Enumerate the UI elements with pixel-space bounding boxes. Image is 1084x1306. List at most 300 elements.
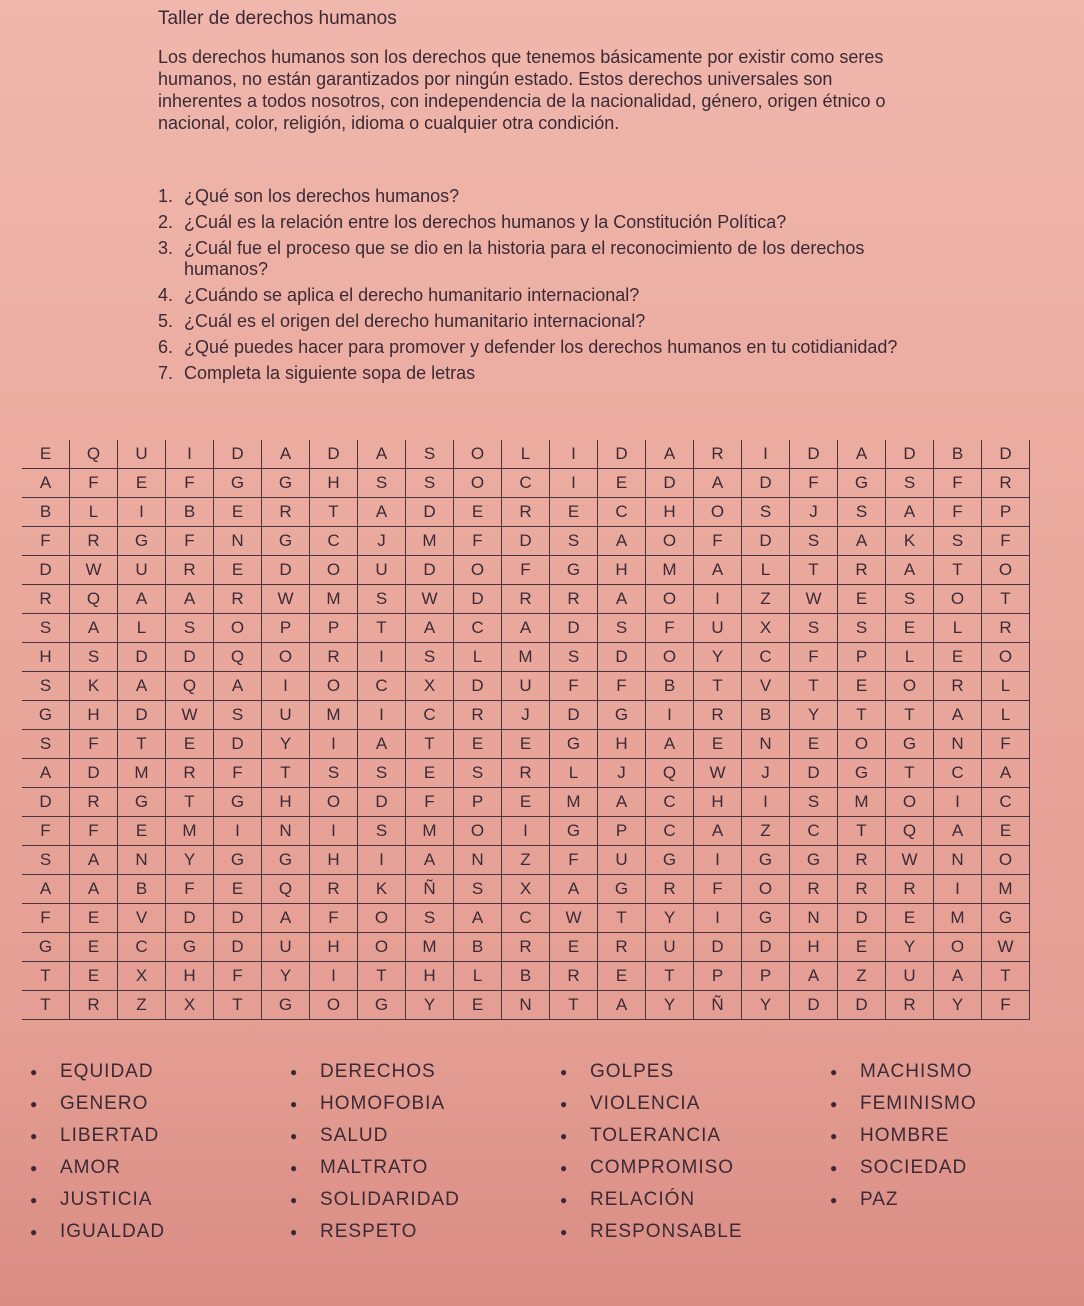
grid-cell[interactable]: E — [790, 730, 838, 759]
grid-cell[interactable]: O — [214, 614, 262, 643]
grid-cell[interactable]: G — [598, 701, 646, 730]
grid-cell[interactable]: E — [454, 991, 502, 1020]
grid-cell[interactable]: F — [214, 962, 262, 991]
grid-cell[interactable]: T — [262, 759, 310, 788]
grid-cell[interactable]: E — [22, 440, 70, 469]
grid-cell[interactable]: F — [166, 875, 214, 904]
grid-cell[interactable]: F — [406, 788, 454, 817]
grid-cell[interactable]: S — [22, 730, 70, 759]
grid-cell[interactable]: W — [982, 933, 1030, 962]
grid-cell[interactable]: R — [22, 585, 70, 614]
grid-cell[interactable]: C — [118, 933, 166, 962]
grid-cell[interactable]: H — [646, 498, 694, 527]
grid-cell[interactable]: B — [22, 498, 70, 527]
grid-cell[interactable]: E — [214, 875, 262, 904]
grid-cell[interactable]: S — [358, 469, 406, 498]
grid-cell[interactable]: U — [262, 933, 310, 962]
grid-cell[interactable]: W — [406, 585, 454, 614]
grid-cell[interactable]: Z — [742, 585, 790, 614]
grid-cell[interactable]: N — [262, 817, 310, 846]
grid-cell[interactable]: E — [454, 730, 502, 759]
grid-cell[interactable]: O — [454, 440, 502, 469]
grid-cell[interactable]: E — [70, 962, 118, 991]
grid-cell[interactable]: H — [406, 962, 454, 991]
grid-cell[interactable]: J — [502, 701, 550, 730]
grid-cell[interactable]: K — [886, 527, 934, 556]
grid-cell[interactable]: T — [886, 759, 934, 788]
grid-cell[interactable]: R — [838, 875, 886, 904]
grid-cell[interactable]: J — [790, 498, 838, 527]
grid-cell[interactable]: G — [550, 817, 598, 846]
grid-cell[interactable]: A — [934, 701, 982, 730]
grid-cell[interactable]: A — [262, 904, 310, 933]
grid-cell[interactable]: O — [886, 672, 934, 701]
grid-cell[interactable]: I — [214, 817, 262, 846]
grid-cell[interactable]: E — [406, 759, 454, 788]
grid-cell[interactable]: D — [454, 672, 502, 701]
grid-cell[interactable]: T — [358, 614, 406, 643]
grid-cell[interactable]: R — [982, 614, 1030, 643]
grid-cell[interactable]: M — [406, 817, 454, 846]
grid-cell[interactable]: G — [22, 701, 70, 730]
grid-cell[interactable]: F — [790, 643, 838, 672]
grid-cell[interactable]: E — [598, 469, 646, 498]
grid-cell[interactable]: E — [166, 730, 214, 759]
grid-cell[interactable]: D — [550, 701, 598, 730]
grid-cell[interactable]: R — [694, 440, 742, 469]
grid-cell[interactable]: E — [550, 933, 598, 962]
grid-cell[interactable]: I — [358, 643, 406, 672]
grid-cell[interactable]: O — [454, 556, 502, 585]
grid-cell[interactable]: A — [790, 962, 838, 991]
grid-cell[interactable]: I — [694, 904, 742, 933]
grid-cell[interactable]: X — [166, 991, 214, 1020]
grid-cell[interactable]: I — [310, 962, 358, 991]
grid-cell[interactable]: T — [886, 701, 934, 730]
grid-cell[interactable]: A — [70, 846, 118, 875]
grid-cell[interactable]: O — [310, 672, 358, 701]
grid-cell[interactable]: P — [262, 614, 310, 643]
grid-cell[interactable]: M — [166, 817, 214, 846]
grid-cell[interactable]: D — [838, 991, 886, 1020]
grid-cell[interactable]: G — [742, 904, 790, 933]
grid-cell[interactable]: G — [214, 788, 262, 817]
grid-cell[interactable]: A — [406, 846, 454, 875]
grid-cell[interactable]: H — [310, 933, 358, 962]
grid-cell[interactable]: A — [454, 904, 502, 933]
grid-cell[interactable]: U — [358, 556, 406, 585]
grid-cell[interactable]: B — [502, 962, 550, 991]
grid-cell[interactable]: L — [454, 643, 502, 672]
grid-cell[interactable]: I — [310, 817, 358, 846]
grid-cell[interactable]: M — [502, 643, 550, 672]
grid-cell[interactable]: A — [934, 817, 982, 846]
grid-cell[interactable]: S — [358, 817, 406, 846]
grid-cell[interactable]: F — [454, 527, 502, 556]
grid-cell[interactable]: A — [598, 527, 646, 556]
grid-cell[interactable]: O — [454, 469, 502, 498]
grid-cell[interactable]: B — [646, 672, 694, 701]
grid-cell[interactable]: P — [694, 962, 742, 991]
grid-cell[interactable]: E — [886, 904, 934, 933]
grid-cell[interactable]: B — [742, 701, 790, 730]
grid-cell[interactable]: W — [550, 904, 598, 933]
grid-cell[interactable]: U — [886, 962, 934, 991]
grid-cell[interactable]: O — [742, 875, 790, 904]
grid-cell[interactable]: N — [934, 730, 982, 759]
grid-cell[interactable]: F — [70, 730, 118, 759]
grid-cell[interactable]: G — [742, 846, 790, 875]
grid-cell[interactable]: C — [502, 469, 550, 498]
grid-cell[interactable]: I — [742, 788, 790, 817]
grid-cell[interactable]: T — [598, 904, 646, 933]
grid-cell[interactable]: E — [70, 933, 118, 962]
grid-cell[interactable]: S — [886, 585, 934, 614]
grid-cell[interactable]: A — [358, 498, 406, 527]
grid-cell[interactable]: S — [454, 875, 502, 904]
grid-cell[interactable]: R — [166, 556, 214, 585]
grid-cell[interactable]: R — [646, 875, 694, 904]
grid-cell[interactable]: B — [166, 498, 214, 527]
grid-cell[interactable]: F — [982, 991, 1030, 1020]
grid-cell[interactable]: R — [598, 933, 646, 962]
grid-cell[interactable]: D — [982, 440, 1030, 469]
grid-cell[interactable]: O — [934, 585, 982, 614]
grid-cell[interactable]: D — [70, 759, 118, 788]
grid-cell[interactable]: F — [694, 875, 742, 904]
grid-cell[interactable]: A — [262, 440, 310, 469]
grid-cell[interactable]: R — [502, 585, 550, 614]
grid-cell[interactable]: E — [838, 585, 886, 614]
grid-cell[interactable]: M — [406, 527, 454, 556]
grid-cell[interactable]: S — [454, 759, 502, 788]
grid-cell[interactable]: T — [22, 991, 70, 1020]
grid-cell[interactable]: S — [886, 469, 934, 498]
grid-cell[interactable]: S — [358, 759, 406, 788]
grid-cell[interactable]: F — [694, 527, 742, 556]
grid-cell[interactable]: L — [982, 672, 1030, 701]
grid-cell[interactable]: Y — [406, 991, 454, 1020]
grid-cell[interactable]: Y — [742, 991, 790, 1020]
grid-cell[interactable]: C — [502, 904, 550, 933]
grid-cell[interactable]: F — [166, 527, 214, 556]
grid-cell[interactable]: T — [22, 962, 70, 991]
grid-cell[interactable]: C — [934, 759, 982, 788]
grid-cell[interactable]: L — [742, 556, 790, 585]
grid-cell[interactable]: D — [790, 440, 838, 469]
grid-cell[interactable]: E — [70, 904, 118, 933]
grid-cell[interactable]: O — [646, 527, 694, 556]
grid-cell[interactable]: R — [790, 875, 838, 904]
grid-cell[interactable]: I — [166, 440, 214, 469]
grid-cell[interactable]: I — [550, 440, 598, 469]
grid-cell[interactable]: F — [22, 527, 70, 556]
grid-cell[interactable]: M — [406, 933, 454, 962]
grid-cell[interactable]: A — [70, 875, 118, 904]
grid-cell[interactable]: M — [118, 759, 166, 788]
grid-cell[interactable]: T — [646, 962, 694, 991]
grid-cell[interactable]: R — [886, 875, 934, 904]
grid-cell[interactable]: F — [22, 817, 70, 846]
grid-cell[interactable]: T — [982, 962, 1030, 991]
grid-cell[interactable]: A — [598, 991, 646, 1020]
grid-cell[interactable]: B — [934, 440, 982, 469]
grid-cell[interactable]: Z — [742, 817, 790, 846]
grid-cell[interactable]: Y — [166, 846, 214, 875]
grid-cell[interactable]: N — [118, 846, 166, 875]
grid-cell[interactable]: G — [550, 730, 598, 759]
grid-cell[interactable]: P — [310, 614, 358, 643]
grid-cell[interactable]: P — [598, 817, 646, 846]
grid-cell[interactable]: G — [646, 846, 694, 875]
grid-cell[interactable]: X — [502, 875, 550, 904]
grid-cell[interactable]: L — [550, 759, 598, 788]
grid-cell[interactable]: H — [70, 701, 118, 730]
grid-cell[interactable]: D — [790, 759, 838, 788]
grid-cell[interactable]: I — [262, 672, 310, 701]
grid-cell[interactable]: A — [934, 962, 982, 991]
grid-cell[interactable]: F — [22, 904, 70, 933]
grid-cell[interactable]: L — [454, 962, 502, 991]
grid-cell[interactable]: A — [982, 759, 1030, 788]
grid-cell[interactable]: I — [502, 817, 550, 846]
grid-cell[interactable]: I — [694, 846, 742, 875]
grid-cell[interactable]: E — [214, 556, 262, 585]
grid-cell[interactable]: G — [982, 904, 1030, 933]
grid-cell[interactable]: N — [214, 527, 262, 556]
grid-cell[interactable]: A — [550, 875, 598, 904]
grid-cell[interactable]: X — [118, 962, 166, 991]
grid-cell[interactable]: T — [406, 730, 454, 759]
grid-cell[interactable]: E — [886, 614, 934, 643]
grid-cell[interactable]: O — [838, 730, 886, 759]
grid-cell[interactable]: R — [694, 701, 742, 730]
grid-cell[interactable]: T — [118, 730, 166, 759]
grid-cell[interactable]: M — [310, 585, 358, 614]
grid-cell[interactable]: T — [166, 788, 214, 817]
grid-cell[interactable]: Y — [790, 701, 838, 730]
grid-cell[interactable]: O — [982, 643, 1030, 672]
grid-cell[interactable]: Q — [886, 817, 934, 846]
grid-cell[interactable]: D — [550, 614, 598, 643]
grid-cell[interactable]: F — [934, 498, 982, 527]
grid-cell[interactable]: S — [790, 788, 838, 817]
grid-cell[interactable]: F — [214, 759, 262, 788]
grid-cell[interactable]: W — [166, 701, 214, 730]
grid-cell[interactable]: P — [454, 788, 502, 817]
grid-cell[interactable]: D — [646, 469, 694, 498]
grid-cell[interactable]: D — [598, 643, 646, 672]
grid-cell[interactable]: S — [598, 614, 646, 643]
grid-cell[interactable]: A — [598, 788, 646, 817]
grid-cell[interactable]: S — [406, 904, 454, 933]
grid-cell[interactable]: W — [886, 846, 934, 875]
grid-cell[interactable]: T — [550, 991, 598, 1020]
grid-cell[interactable]: S — [838, 614, 886, 643]
grid-cell[interactable]: I — [118, 498, 166, 527]
grid-cell[interactable]: A — [646, 440, 694, 469]
grid-cell[interactable]: E — [982, 817, 1030, 846]
grid-cell[interactable]: R — [310, 875, 358, 904]
grid-cell[interactable]: S — [70, 643, 118, 672]
grid-cell[interactable]: L — [70, 498, 118, 527]
grid-cell[interactable]: F — [982, 527, 1030, 556]
grid-cell[interactable]: O — [646, 643, 694, 672]
grid-cell[interactable]: I — [358, 701, 406, 730]
grid-cell[interactable]: E — [454, 498, 502, 527]
grid-cell[interactable]: G — [886, 730, 934, 759]
grid-cell[interactable]: A — [646, 730, 694, 759]
grid-cell[interactable]: Y — [694, 643, 742, 672]
grid-cell[interactable]: A — [838, 527, 886, 556]
grid-cell[interactable]: T — [358, 962, 406, 991]
grid-cell[interactable]: C — [646, 817, 694, 846]
grid-cell[interactable]: S — [790, 614, 838, 643]
grid-cell[interactable]: I — [550, 469, 598, 498]
grid-cell[interactable]: D — [22, 556, 70, 585]
grid-cell[interactable]: T — [694, 672, 742, 701]
grid-cell[interactable]: A — [22, 759, 70, 788]
grid-cell[interactable]: D — [742, 527, 790, 556]
grid-cell[interactable]: Y — [262, 962, 310, 991]
grid-cell[interactable]: H — [166, 962, 214, 991]
grid-cell[interactable]: R — [886, 991, 934, 1020]
grid-cell[interactable]: D — [118, 701, 166, 730]
grid-cell[interactable]: Z — [838, 962, 886, 991]
grid-cell[interactable]: E — [118, 817, 166, 846]
grid-cell[interactable]: P — [982, 498, 1030, 527]
grid-cell[interactable]: A — [22, 875, 70, 904]
grid-cell[interactable]: S — [358, 585, 406, 614]
grid-cell[interactable]: C — [982, 788, 1030, 817]
grid-cell[interactable]: F — [70, 817, 118, 846]
grid-cell[interactable]: Q — [70, 585, 118, 614]
grid-cell[interactable]: F — [790, 469, 838, 498]
grid-cell[interactable]: G — [790, 846, 838, 875]
grid-cell[interactable]: B — [118, 875, 166, 904]
grid-cell[interactable]: I — [358, 846, 406, 875]
grid-cell[interactable]: I — [646, 701, 694, 730]
grid-cell[interactable]: F — [646, 614, 694, 643]
grid-cell[interactable]: Ñ — [406, 875, 454, 904]
grid-cell[interactable]: L — [118, 614, 166, 643]
grid-cell[interactable]: G — [118, 788, 166, 817]
grid-cell[interactable]: R — [838, 556, 886, 585]
grid-cell[interactable]: G — [118, 527, 166, 556]
grid-cell[interactable]: O — [934, 933, 982, 962]
grid-cell[interactable]: O — [454, 817, 502, 846]
grid-cell[interactable]: D — [262, 556, 310, 585]
grid-cell[interactable]: Z — [118, 991, 166, 1020]
grid-cell[interactable]: O — [982, 846, 1030, 875]
grid-cell[interactable]: W — [70, 556, 118, 585]
grid-cell[interactable]: U — [598, 846, 646, 875]
grid-cell[interactable]: R — [982, 469, 1030, 498]
grid-cell[interactable]: H — [694, 788, 742, 817]
grid-cell[interactable]: G — [262, 991, 310, 1020]
grid-cell[interactable]: X — [406, 672, 454, 701]
grid-cell[interactable]: S — [406, 643, 454, 672]
grid-cell[interactable]: H — [598, 556, 646, 585]
grid-cell[interactable]: E — [550, 498, 598, 527]
grid-cell[interactable]: H — [598, 730, 646, 759]
grid-cell[interactable]: K — [358, 875, 406, 904]
grid-cell[interactable]: E — [118, 469, 166, 498]
grid-cell[interactable]: W — [262, 585, 310, 614]
grid-cell[interactable]: D — [454, 585, 502, 614]
grid-cell[interactable]: Y — [934, 991, 982, 1020]
grid-cell[interactable]: T — [310, 498, 358, 527]
grid-cell[interactable]: D — [598, 440, 646, 469]
grid-cell[interactable]: G — [262, 527, 310, 556]
grid-cell[interactable]: G — [838, 469, 886, 498]
grid-cell[interactable]: T — [934, 556, 982, 585]
grid-cell[interactable]: H — [310, 469, 358, 498]
grid-cell[interactable]: V — [742, 672, 790, 701]
grid-cell[interactable]: X — [742, 614, 790, 643]
grid-cell[interactable]: A — [886, 498, 934, 527]
grid-cell[interactable]: M — [550, 788, 598, 817]
grid-cell[interactable]: S — [166, 614, 214, 643]
grid-cell[interactable]: Q — [166, 672, 214, 701]
grid-cell[interactable]: U — [118, 440, 166, 469]
grid-cell[interactable]: D — [838, 904, 886, 933]
grid-cell[interactable]: R — [262, 498, 310, 527]
grid-cell[interactable]: A — [118, 585, 166, 614]
grid-cell[interactable]: A — [118, 672, 166, 701]
grid-cell[interactable]: G — [262, 469, 310, 498]
grid-cell[interactable]: N — [934, 846, 982, 875]
grid-cell[interactable]: H — [310, 846, 358, 875]
grid-cell[interactable]: R — [70, 991, 118, 1020]
grid-cell[interactable]: T — [790, 556, 838, 585]
grid-cell[interactable]: D — [742, 933, 790, 962]
grid-cell[interactable]: R — [838, 846, 886, 875]
grid-cell[interactable]: Q — [70, 440, 118, 469]
grid-cell[interactable]: N — [454, 846, 502, 875]
grid-cell[interactable]: G — [166, 933, 214, 962]
grid-cell[interactable]: H — [262, 788, 310, 817]
grid-cell[interactable]: N — [790, 904, 838, 933]
grid-cell[interactable]: W — [694, 759, 742, 788]
grid-cell[interactable]: E — [598, 962, 646, 991]
grid-cell[interactable]: H — [22, 643, 70, 672]
grid-cell[interactable]: T — [214, 991, 262, 1020]
grid-cell[interactable]: R — [214, 585, 262, 614]
grid-cell[interactable]: U — [262, 701, 310, 730]
grid-cell[interactable]: Q — [214, 643, 262, 672]
grid-cell[interactable]: B — [454, 933, 502, 962]
grid-cell[interactable]: D — [790, 991, 838, 1020]
grid-cell[interactable]: A — [22, 469, 70, 498]
grid-cell[interactable]: F — [598, 672, 646, 701]
grid-cell[interactable]: C — [790, 817, 838, 846]
grid-cell[interactable]: R — [454, 701, 502, 730]
grid-cell[interactable]: F — [70, 469, 118, 498]
grid-cell[interactable]: S — [406, 440, 454, 469]
grid-cell[interactable]: E — [502, 730, 550, 759]
grid-cell[interactable]: A — [70, 614, 118, 643]
grid-cell[interactable]: U — [502, 672, 550, 701]
grid-cell[interactable]: Ñ — [694, 991, 742, 1020]
grid-cell[interactable]: T — [982, 585, 1030, 614]
grid-cell[interactable]: Y — [646, 904, 694, 933]
grid-cell[interactable]: I — [742, 440, 790, 469]
grid-cell[interactable]: F — [166, 469, 214, 498]
grid-cell[interactable]: G — [598, 875, 646, 904]
grid-cell[interactable]: R — [70, 788, 118, 817]
grid-cell[interactable]: I — [934, 875, 982, 904]
